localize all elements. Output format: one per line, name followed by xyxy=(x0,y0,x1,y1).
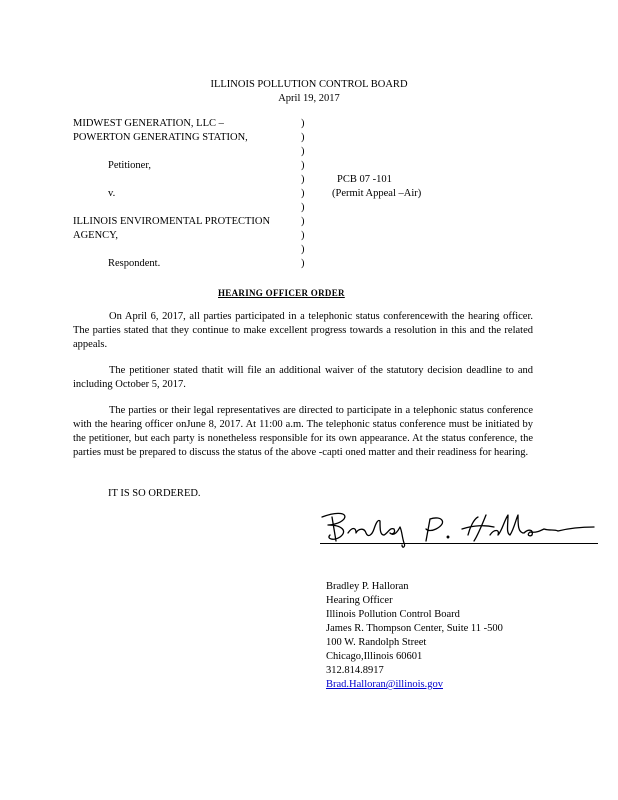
handwritten-signature xyxy=(318,505,600,551)
caption-paren: ) xyxy=(301,230,305,241)
caption-paren: ) xyxy=(301,132,305,143)
signer-title: Hearing Officer xyxy=(326,595,393,606)
so-ordered: IT IS SO ORDERED. xyxy=(108,488,201,499)
paragraph-status-conference: On April 6, 2017, all parties participated in a telephonic status conferencewith the hearing officer. The parties stated that they continue to make excellent progress towards a resolution in this and the related appeals. xyxy=(73,311,533,350)
caption-paren: ) xyxy=(301,244,305,255)
petitioner-role: Petitioner, xyxy=(108,160,152,171)
paragraph-next-conference: The parties or their legal representatives are directed to participate in a telephonic status conference with the hearing officer onJune 8, 2017. At 11:00 a.m. The telephonic status conference must be initiated by the petitioner, but each party is nonetheless responsible for its own appearance. At the status conference, the parties must be prepared to discuss the status of the above -capti oned matter and their readiness for hearing. xyxy=(73,405,533,458)
email-link[interactable]: Brad.Halloran@illinois.gov xyxy=(326,679,443,690)
signer-name: Bradley P. Halloran xyxy=(326,581,409,592)
respondent-name-line2: AGENCY, xyxy=(73,230,119,241)
caption-paren: ) xyxy=(301,160,305,171)
phone-number: 312.814.8917 xyxy=(326,665,384,676)
address-city: Chicago,Illinois 60601 xyxy=(326,651,423,662)
caption-paren: ) xyxy=(301,216,305,227)
caption-paren: ) xyxy=(301,258,305,269)
caption-paren: ) xyxy=(301,202,305,213)
address-line1: James R. Thompson Center, Suite 11 -500 xyxy=(326,623,503,634)
versus: v. xyxy=(108,188,116,199)
petitioner-name-line1: MIDWEST GENERATION, LLC – xyxy=(73,118,224,129)
order-date: April 19, 2017 xyxy=(278,93,340,104)
caption-paren: ) xyxy=(301,188,305,199)
order-title: HEARING OFFICER ORDER xyxy=(218,288,345,298)
petitioner-name-line2: POWERTON GENERATING STATION, xyxy=(73,132,248,143)
signature-line xyxy=(320,543,598,544)
caption-paren: ) xyxy=(301,146,305,157)
board-name: ILLINOIS POLLUTION CONTROL BOARD xyxy=(210,79,408,90)
caption-paren: ) xyxy=(301,174,305,185)
paragraph-waiver: The petitioner stated thatit will file an additional waiver of the statutory decision deadline to and including October 5, 2017. xyxy=(73,365,533,390)
case-type: (Permit Appeal –Air) xyxy=(332,188,422,199)
caption-paren: ) xyxy=(301,118,305,129)
respondent-role: Respondent. xyxy=(108,258,161,269)
address-line2: 100 W. Randolph Street xyxy=(326,637,427,648)
respondent-name-line1: ILLINOIS ENVIROMENTAL PROTECTION xyxy=(73,216,271,227)
signer-organization: Illinois Pollution Control Board xyxy=(326,609,460,620)
case-number: PCB 07 -101 xyxy=(337,174,392,185)
